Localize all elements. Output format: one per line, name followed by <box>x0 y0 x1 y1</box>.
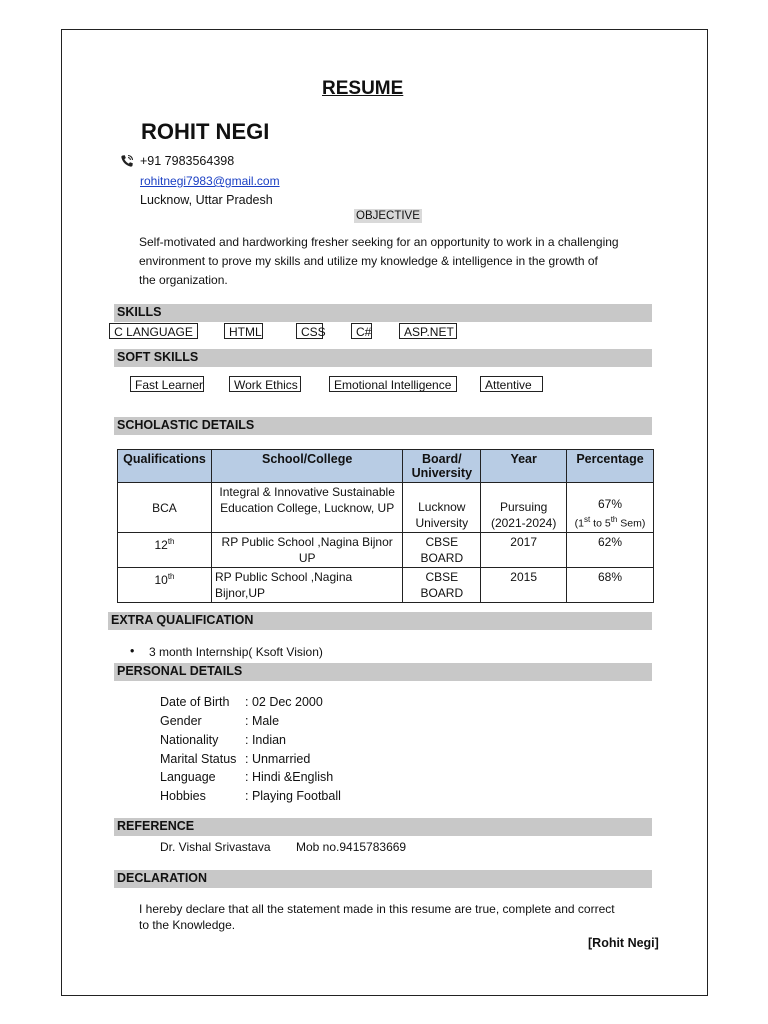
soft-skill-item: Fast Learner <box>130 376 204 392</box>
detail-label: Marital Status <box>160 752 237 766</box>
year-cell: 2015 <box>481 568 567 603</box>
board-cell: CBSE BOARD <box>403 533 481 568</box>
declaration-line-2: to the Knowledge. <box>139 918 236 932</box>
objective-line-3: the organization. <box>139 273 228 287</box>
personal-details-section-bar <box>114 663 652 681</box>
phone-number: +91 7983564398 <box>140 154 235 168</box>
column-header: School/College <box>211 450 402 483</box>
year-cell: 2017 <box>481 533 567 568</box>
extra-qualification-item: 3 month Internship( Ksoft Vision) <box>149 645 323 659</box>
objective-line-1: Self-motivated and hardworking fresher seeking for an opportunity to work in a challenging <box>139 235 619 249</box>
declaration-line-1: I hereby declare that all the statement made in this resume are true, complete and correct <box>139 902 615 916</box>
soft-skills-heading: SOFT SKILLS <box>117 350 199 364</box>
skill-item: CSS <box>296 323 323 339</box>
board-cell: Lucknow University <box>403 483 481 533</box>
school-cell: Integral & Innovative Sustainable Education College, Lucknow, UP <box>211 483 402 533</box>
skill-item: C LANGUAGE <box>109 323 198 339</box>
detail-value: : Indian <box>245 733 287 747</box>
table-header-row <box>118 450 654 483</box>
percentage-value: 67% <box>598 496 623 511</box>
objective-line-2: environment to prove my skills and utilize my knowledge & intelligence in the growth of <box>139 254 598 268</box>
extra-qualification-heading: EXTRA QUALIFICATION <box>111 613 254 627</box>
phone-icon <box>120 154 134 168</box>
soft-skill-item: Work Ethics <box>229 376 301 392</box>
extra-qualification-section-bar <box>108 612 652 630</box>
detail-value: : Playing Football <box>245 789 341 803</box>
qualification-cell: 10th <box>118 568 212 603</box>
skill-item: HTML <box>224 323 263 339</box>
personal-details-heading: PERSONAL DETAILS <box>117 664 243 678</box>
table-row <box>118 568 654 603</box>
location: Lucknow, Uttar Pradesh <box>140 193 273 207</box>
soft-skill-item: Attentive <box>480 376 543 392</box>
school-cell: RP Public School ,Nagina Bijnor UP <box>211 533 402 568</box>
declaration-section-bar <box>114 870 652 888</box>
signature: [Rohit Negi] <box>588 936 659 950</box>
detail-label: Hobbies <box>160 789 206 803</box>
detail-value: : Unmarried <box>245 752 311 766</box>
objective-heading: OBJECTIVE <box>356 210 420 222</box>
skills-heading: SKILLS <box>117 305 162 319</box>
detail-value: : Hindi &English <box>245 770 334 784</box>
scholastic-heading: SCHOLASTIC DETAILS <box>117 418 255 432</box>
percentage-cell <box>567 483 654 533</box>
skills-section-bar <box>114 304 652 322</box>
reference-name: Dr. Vishal Srivastava <box>160 840 271 854</box>
soft-skill-item: Emotional Intelligence <box>329 376 457 392</box>
skill-item: C# <box>351 323 372 339</box>
scholastic-table <box>117 449 654 603</box>
detail-value: : 02 Dec 2000 <box>245 695 323 709</box>
reference-heading: REFERENCE <box>117 819 195 833</box>
qualification-cell: 12th <box>118 533 212 568</box>
candidate-name: ROHIT NEGI <box>141 119 270 144</box>
semester-note: (1st to 5th Sem) <box>574 514 646 529</box>
column-header: Percentage <box>567 450 654 483</box>
percentage-cell: 62% <box>567 533 654 568</box>
column-header: Year <box>481 450 567 483</box>
soft-skills-section-bar <box>114 349 652 367</box>
resume-title: RESUME <box>322 78 404 99</box>
column-header: Board/ University <box>403 450 481 483</box>
board-cell: CBSE BOARD <box>403 568 481 603</box>
table-row <box>118 483 654 533</box>
qualification-cell: BCA <box>118 483 212 533</box>
skill-item: ASP.NET <box>399 323 457 339</box>
email-link[interactable]: rohitnegi7983@gmail.com <box>140 174 280 188</box>
declaration-heading: DECLARATION <box>117 871 208 885</box>
column-header: Qualifications <box>118 450 212 483</box>
detail-label: Language <box>160 770 216 784</box>
school-cell: RP Public School ,Nagina Bijnor,UP <box>211 568 402 603</box>
reference-mobile: Mob no.9415783669 <box>296 840 407 854</box>
detail-value: : Male <box>245 714 280 728</box>
scholastic-section-bar <box>114 417 652 435</box>
detail-label: Nationality <box>160 733 219 747</box>
table-row <box>118 533 654 568</box>
percentage-cell: 68% <box>567 568 654 603</box>
bullet: • <box>130 644 135 658</box>
detail-label: Date of Birth <box>160 695 230 709</box>
reference-section-bar <box>114 818 652 836</box>
year-cell: Pursuing (2021-2024) <box>481 483 567 533</box>
detail-label: Gender <box>160 714 202 728</box>
